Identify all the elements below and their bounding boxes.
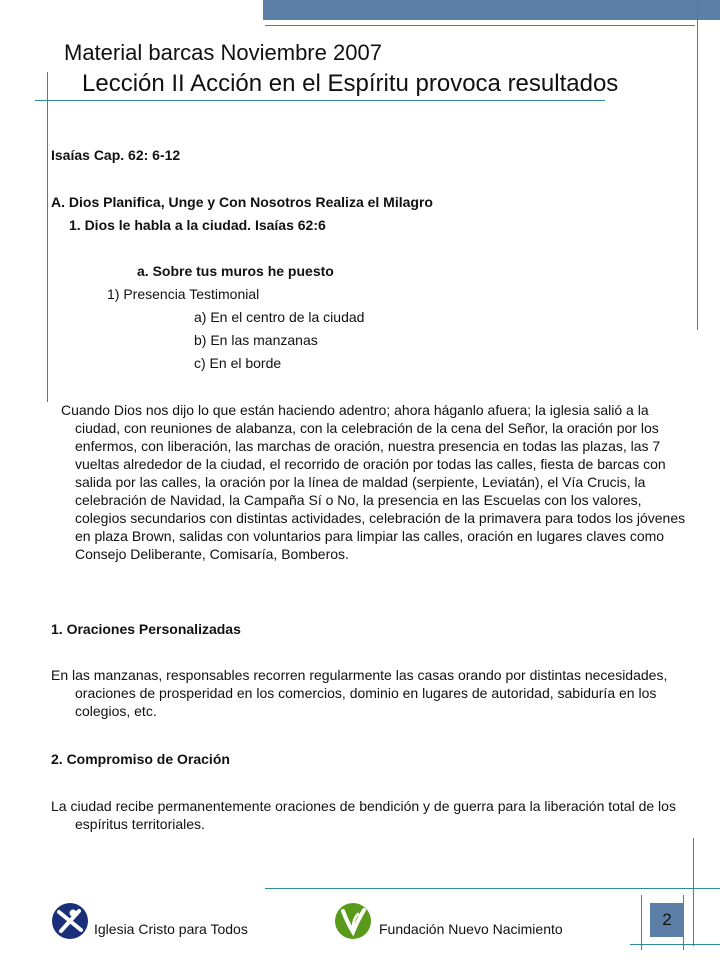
paragraph-text: Cuando Dios nos dijo lo que están haciendo adentro; ahora háganlo afuera; la iglesia salió a la ciudad, con reuniones de alabanza, con la celebración de la cena del Señor, la oración por los enfermos, con liberación, las marchas de oración, nuestra presencia en todas las plazas, las 7 vueltas alrededor de la ciudad, el recorrido de oración por todas las calles, fiesta de barcas con salida por las calles, la oración por la línea de maldad (serpiente, Leviatán), el Vía Crucis, la celebración de Navidad, la Campaña Sí o No, la presencia en las Escuelas con los valores, colegios secundarios con distintas actividades, celebración de la primavera para todos los jóvenes en plaza Brown, salidas con voluntarios para limpiar las calles, oración en lugares claves como Consejo Deliberante, Comisaría, Bomberos.	[61, 402, 686, 562]
body-paragraph: En las manzanas, responsables recorren regularmente las casas orando por distintas necesidades, oraciones de prosperidad en los comercios, dominio en lugares de autoridad, sabiduría en los colegios, etc.	[51, 667, 668, 719]
page-title: Lección II Acción en el Espíritu provoca resultados	[82, 70, 619, 97]
outline-item: 1. Dios le habla a la ciudad. Isaías 62:6	[69, 217, 326, 233]
outline-item: b) En las manzanas	[194, 332, 318, 348]
subtitle: Material barcas Noviembre 2007	[64, 40, 382, 65]
church-name: Iglesia Cristo para Todos	[94, 921, 248, 937]
section-heading: A. Dios Planifica, Unge y Con Nosotros Realiza el Milagro	[51, 194, 433, 210]
foundation-name: Fundación Nuevo Nacimiento	[379, 921, 563, 937]
body-paragraph: La ciudad recibe permanentemente oraciones de bendición y de guerra para la liberación total de los espíritus territoriales.	[51, 798, 676, 832]
divider	[697, 0, 698, 330]
outline-item: a. Sobre tus muros he puesto	[137, 263, 334, 279]
divider	[35, 100, 605, 101]
foundation-logo	[334, 902, 372, 940]
scripture-reference: Isaías Cap. 62: 6-12	[51, 147, 181, 163]
header-bar	[263, 0, 720, 20]
outline-item: c) En el borde	[194, 355, 282, 371]
section-heading: 1. Oraciones Personalizadas	[51, 621, 241, 637]
section-heading: 2. Compromiso de Oración	[51, 751, 230, 767]
divider	[265, 888, 720, 889]
divider	[693, 838, 694, 946]
divider	[630, 944, 720, 945]
church-logo	[51, 902, 89, 940]
outline-item: a) En el centro de la ciudad	[194, 309, 365, 325]
divider	[265, 25, 695, 26]
body-paragraph	[51, 401, 695, 563]
divider	[47, 72, 48, 402]
page-number: 2	[650, 903, 684, 937]
divider	[641, 895, 642, 950]
outline-item: 1) Presencia Testimonial	[107, 286, 260, 302]
